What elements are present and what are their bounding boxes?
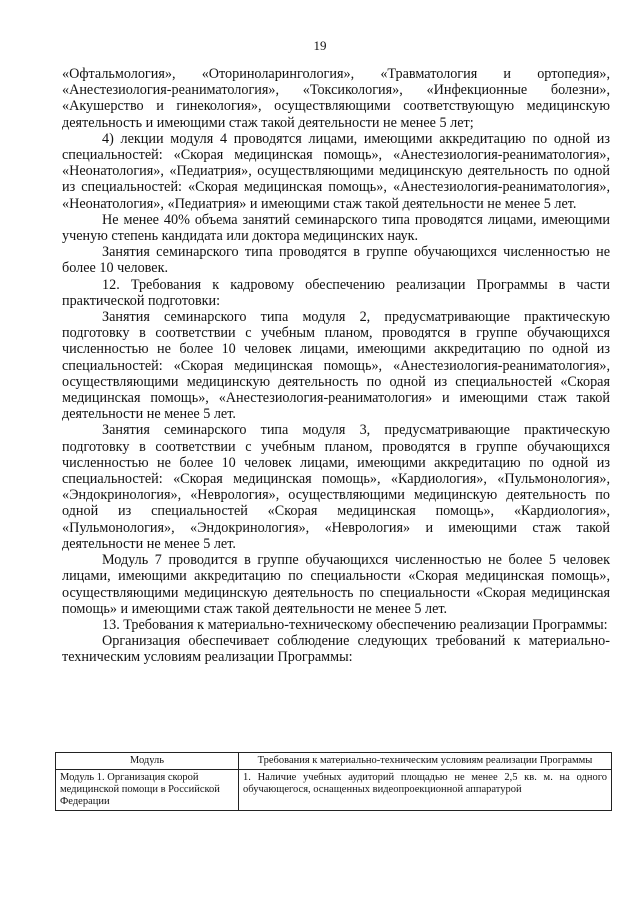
paragraph: «Офтальмология», «Оториноларингология», «Травматология и ортопедия», «Анестезиология-реаниматология», «Токсикология», «Инфекционные болезни», «Акушерство и гинекология», осуществляющими соответствующую медицинскую деятельность и имеющими стаж такой деятельности не менее 5 лет; <box>62 66 610 131</box>
column-header-module: Модуль <box>56 753 239 770</box>
paragraph: Модуль 7 проводится в группе обучающихся численностью не более 5 человек лицами, имеющими аккредитацию по специальности «Скорая медицинская помощь», осуществляющими медицинскую деятельность по специальности «Скорая медицинская помощь» и имеющими стаж такой деятельности не менее 5 лет. <box>62 552 610 617</box>
table-cell-requirements: 1. Наличие учебных аудиторий площадью не менее 2,5 кв. м. на одного обучающегося, оснащенных видеопроекционной аппаратурой <box>239 770 612 811</box>
section-heading: 12. Требования к кадровому обеспечению реализации Программы в части практической подготовки: <box>62 276 610 309</box>
paragraph: Занятия семинарского типа проводятся в группе обучающихся численностью не более 10 человек. <box>62 244 610 277</box>
table-header-row <box>56 753 612 770</box>
paragraph: Не менее 40% объема занятий семинарского типа проводятся лицами, имеющими ученую степень кандидата или доктора медицинских наук. <box>62 211 610 245</box>
paragraph: Организация обеспечивает соблюдение следующих требований к материально-техническим условиям реализации Программы: <box>62 633 610 666</box>
paragraph: Занятия семинарского типа модуля 2, предусматривающие практическую подготовку в соответствии с учебным планом, проводятся в группе обучающихся численностью не более 10 человек лицами, имеющими аккредитацию по одной из специальностей: «Скорая медицинская помощь», «Анестезиология-реаниматология», осуществляющими медицинскую деятельность по одной из специальностей «Скорая медицинская помощь», «Анестезиология-реаниматология» и имеющими стаж такой деятельности не менее 5 лет. <box>62 309 610 423</box>
requirements-table <box>55 752 612 811</box>
paragraph: 4) лекции модуля 4 проводятся лицами, имеющими аккредитацию по одной из специальностей: «Скорая медицинская помощь», «Анестезиология-реаниматология», «Неонатология», «Педиатрия», осуществляющими медицинскую деятельность по одной из специальностей: «Скорая медицинская помощь», «Анестезиология-реаниматология», «Неонатология», «Педиатрия» и имеющими стаж такой деятельности не менее 5 лет. <box>62 130 610 212</box>
table-cell-module: Модуль 1. Организация скорой медицинской помощи в Российской Федерации <box>56 770 239 811</box>
page-number: 19 <box>313 38 327 53</box>
table-row <box>56 770 612 811</box>
document-body <box>62 66 610 666</box>
section-heading: 13. Требования к материально-техническому обеспечению реализации Программы: <box>102 616 608 633</box>
column-header-requirements: Требования к материально-техническим условиям реализации Программы <box>239 753 612 770</box>
paragraph: Занятия семинарского типа модуля 3, предусматривающие практическую подготовку в соответствии с учебным планом, проводятся в группе обучающихся численностью не более 10 человек лицами, имеющими аккредитацию по одной из специальностей: «Скорая медицинская помощь», «Кардиология», «Пульмонология», «Эндокринология», «Неврология», осуществляющими медицинскую деятельность по одной из специальностей «Скорая медицинская помощь», «Кардиология», «Пульмонология», «Эндокринология», «Неврология» и имеющими стаж такой деятельности не менее 5 лет. <box>62 422 610 552</box>
